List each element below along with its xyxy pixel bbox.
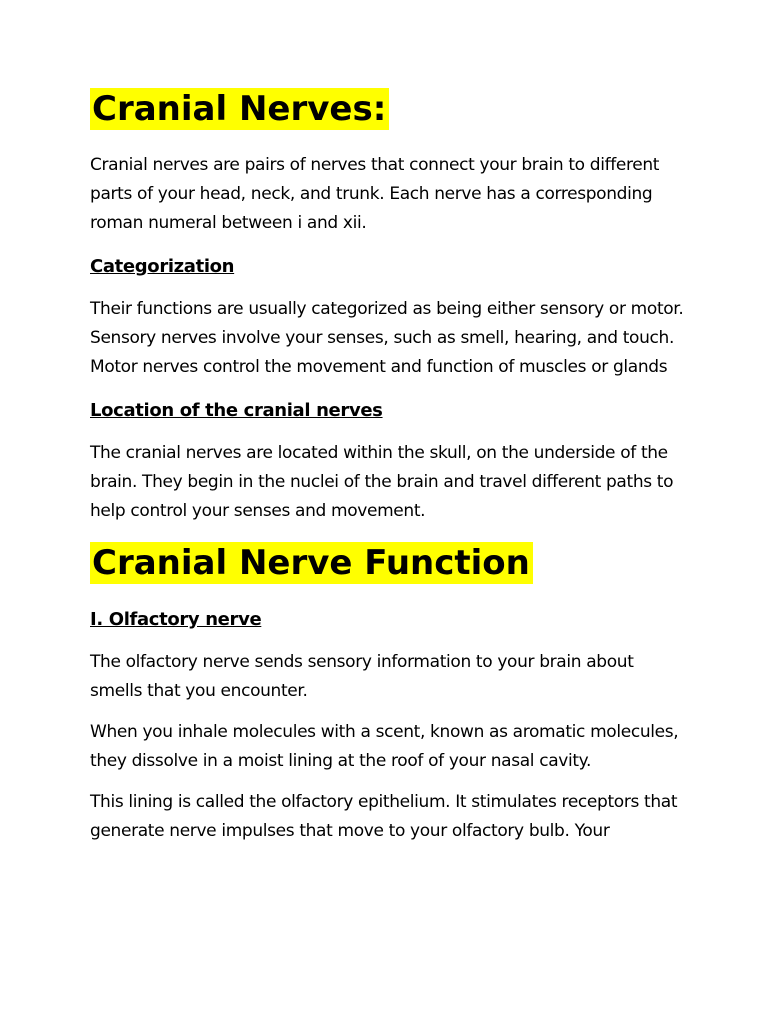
section-title-wrapper <box>90 542 690 591</box>
heading-location: Location of the cranial nerves <box>90 400 383 421</box>
location-paragraph: The cranial nerves are located within the skull, on the underside of the brain. They begin in the nuclei of the brain and travel different paths to help control your senses and movement. <box>90 443 674 521</box>
section-title-cranial-nerves: Cranial Nerves: <box>90 88 389 130</box>
section-title-wrapper <box>90 88 690 137</box>
heading-categorization: Categorization <box>90 256 235 277</box>
olfactory-paragraph-1: The olfactory nerve sends sensory information to your brain about smells that you encounter. <box>90 652 634 701</box>
section-title-cranial-nerve-function: Cranial Nerve Function <box>90 542 533 584</box>
olfactory-paragraph-2: When you inhale molecules with a scent, known as aromatic molecules, they dissolve in a moist lining at the roof of your nasal cavity. <box>90 722 679 771</box>
intro-paragraph: Cranial nerves are pairs of nerves that connect your brain to different parts of your head, neck, and trunk. Each nerve has a corresponding roman numeral between i and xii. <box>90 155 660 233</box>
categorization-paragraph: Their functions are usually categorized as being either sensory or motor. Sensory nerves involve your senses, such as smell, hearing, and touch. Motor nerves control the movement and function of muscles or glands <box>90 299 684 377</box>
heading-olfactory-nerve: I. Olfactory nerve <box>90 609 262 630</box>
olfactory-paragraph-3: This lining is called the olfactory epithelium. It stimulates receptors that generate nerve impulses that move to your olfactory bulb. Your <box>90 792 678 841</box>
document-page <box>90 88 690 858</box>
